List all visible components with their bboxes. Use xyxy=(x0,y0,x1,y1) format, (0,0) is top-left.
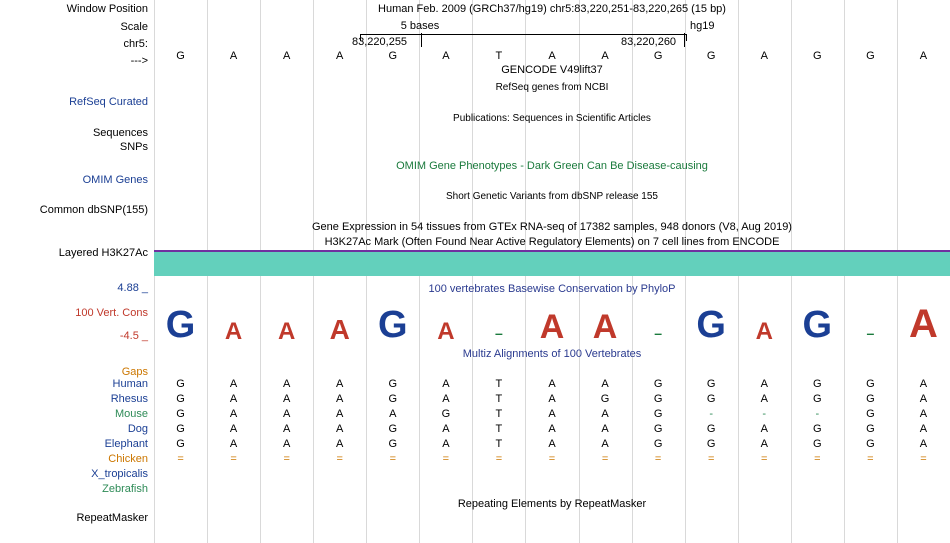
phylop-base-letter: G xyxy=(165,304,196,346)
alignment-row xyxy=(154,468,950,482)
alignment-base: G xyxy=(866,393,875,405)
ruler-base: G xyxy=(388,50,398,62)
alignment-base: A xyxy=(601,423,609,435)
alignment-base: A xyxy=(282,393,291,405)
phylop-base-letter: A xyxy=(277,318,296,345)
alignment-base: G xyxy=(176,408,185,420)
alignment-base: T xyxy=(495,393,503,405)
ruler-base: A xyxy=(760,50,768,62)
assembly-position-line: Human Feb. 2009 (GRCh37/hg19) chr5:83,220,251-83,220,265 (15 bp) xyxy=(378,3,726,15)
phylop-base-letter: A xyxy=(539,308,565,346)
alignment-base: A xyxy=(601,438,609,450)
alignment-base: G xyxy=(600,393,610,405)
phylop-base-letter: – xyxy=(495,325,503,341)
alignment-base: A xyxy=(760,423,768,435)
ruler-base: A xyxy=(548,50,556,62)
alignment-base: = xyxy=(389,453,397,465)
alignment-base: G xyxy=(653,378,663,390)
alignment-base: A xyxy=(548,438,556,450)
species-label-rhesus[interactable]: Rhesus xyxy=(110,393,148,405)
alignment-base: G xyxy=(706,378,716,390)
ruler-base: A xyxy=(919,50,928,62)
alignment-base: = xyxy=(442,453,450,465)
species-label-mouse[interactable]: Mouse xyxy=(114,408,148,420)
alignment-base: = xyxy=(814,453,821,465)
ruler-base: G xyxy=(866,50,875,62)
alignment-base: A xyxy=(229,393,238,405)
alignment-base: T xyxy=(495,378,503,390)
conservation-letters xyxy=(154,296,950,346)
alignment-base: A xyxy=(919,423,928,435)
alignment-base: G xyxy=(388,438,398,450)
alignment-base: A xyxy=(336,378,344,390)
coord-tick-left xyxy=(421,33,422,47)
alignment-base: = xyxy=(867,453,874,465)
phylop-title: 100 vertebrates Basewise Conservation by PhyloP xyxy=(428,283,676,295)
alignment-base: = xyxy=(283,453,290,465)
alignment-row xyxy=(154,393,950,407)
alignment-row xyxy=(154,453,950,467)
alignment-base: = xyxy=(707,453,715,465)
phylop-base-letter: – xyxy=(654,325,663,341)
alignment-base: A xyxy=(760,378,768,390)
species-label-zebrafish[interactable]: Zebrafish xyxy=(102,483,148,495)
alignment-base: = xyxy=(548,453,556,465)
phylop-base-letter: A xyxy=(329,314,350,345)
gtex-title: Gene Expression in 54 tissues from GTEx RNA-seq of 17382 samples, 948 donors (V8, Aug 2019) xyxy=(312,221,792,233)
alignment-base: G xyxy=(813,393,822,405)
alignment-base: A xyxy=(548,408,556,420)
alignment-base: A xyxy=(389,408,397,420)
species-label-chicken[interactable]: Chicken xyxy=(108,453,148,465)
label-scale: Scale xyxy=(120,21,148,33)
alignment-base: = xyxy=(177,453,184,465)
alignment-base: G xyxy=(176,393,185,405)
assembly-name: hg19 xyxy=(690,20,715,32)
alignment-base: G xyxy=(176,378,185,390)
alignment-base: A xyxy=(760,393,768,405)
alignment-base: A xyxy=(229,408,238,420)
alignment-base: G xyxy=(388,423,398,435)
alignment-base: A xyxy=(229,438,238,450)
label-chr: chr5: xyxy=(123,38,148,50)
alignment-base: G xyxy=(388,378,398,390)
phylop-base-letter: A xyxy=(755,318,773,345)
label-gaps[interactable]: Gaps xyxy=(121,366,148,378)
alignment-base: A xyxy=(548,393,556,405)
alignment-base: T xyxy=(495,423,503,435)
coord-right: 83,220,260 xyxy=(621,36,677,48)
alignment-base: A xyxy=(336,393,344,405)
alignment-row xyxy=(154,483,950,497)
label-window-position: Window Position xyxy=(66,3,148,15)
label-omim-genes[interactable]: OMIM Genes xyxy=(82,174,148,186)
alignment-base: A xyxy=(601,378,609,390)
label-repeatmasker[interactable]: RepeatMasker xyxy=(76,512,148,524)
alignment-base: A xyxy=(601,408,609,420)
alignment-base: A xyxy=(919,408,928,420)
alignment-base: = xyxy=(230,453,237,465)
h3k27ac-signal-block[interactable] xyxy=(154,252,950,276)
alignment-base: = xyxy=(495,453,503,465)
alignment-base: T xyxy=(495,408,503,420)
alignment-base: = xyxy=(920,453,927,465)
scale-bar-label: 5 bases xyxy=(400,20,440,32)
alignment-base: A xyxy=(548,423,556,435)
alignment-base: A xyxy=(919,393,928,405)
phylop-base-letter: G xyxy=(802,304,833,346)
phylop-base-letter: A xyxy=(592,308,618,346)
alignment-row xyxy=(154,423,950,437)
alignment-base: G xyxy=(388,393,398,405)
alignment-base: A xyxy=(336,408,344,420)
alignment-base: A xyxy=(442,378,450,390)
phylop-base-letter: G xyxy=(378,304,408,346)
alignment-base: A xyxy=(548,378,556,390)
alignment-base: G xyxy=(653,393,663,405)
label-cons-min: -4.5 _ xyxy=(119,330,148,342)
ruler-base: A xyxy=(601,50,609,62)
alignment-base: A xyxy=(282,408,291,420)
alignment-base: A xyxy=(442,423,450,435)
species-label-elephant[interactable]: Elephant xyxy=(104,438,148,450)
coord-left: 83,220,255 xyxy=(352,36,408,48)
alignment-base: = xyxy=(761,453,768,465)
alignment-base: A xyxy=(229,423,238,435)
alignment-base: A xyxy=(282,378,291,390)
gencode-subtitle: RefSeq genes from NCBI xyxy=(495,82,609,93)
alignment-base: G xyxy=(706,423,716,435)
alignment-base: = xyxy=(336,453,343,465)
ruler-base: A xyxy=(229,50,238,62)
alignment-base: G xyxy=(653,438,663,450)
alignment-row xyxy=(154,438,950,452)
alignment-base: A xyxy=(282,423,291,435)
species-label-human[interactable]: Human xyxy=(112,378,148,390)
alignment-base: A xyxy=(919,378,928,390)
label-sequences[interactable]: Sequences xyxy=(92,127,148,139)
alignment-base: G xyxy=(866,378,875,390)
omim-title: OMIM Gene Phenotypes - Dark Green Can Be Disease-causing xyxy=(396,160,708,172)
label-cons-max: 4.88 _ xyxy=(117,282,148,294)
ruler-base: A xyxy=(442,50,450,62)
phylop-base-letter: G xyxy=(696,304,726,346)
alignment-base: A xyxy=(282,438,291,450)
alignment-row xyxy=(154,378,950,392)
alignment-base: G xyxy=(866,408,875,420)
alignment-base: A xyxy=(442,393,450,405)
label-common-dbsnp[interactable]: Common dbSNP(155) xyxy=(39,204,148,216)
ruler-base: T xyxy=(495,50,503,62)
alignment-base: A xyxy=(760,438,768,450)
alignment-base: G xyxy=(866,438,875,450)
ruler-base: A xyxy=(282,50,291,62)
dbsnp-title: Short Genetic Variants from dbSNP release 155 xyxy=(446,191,658,202)
alignment-base: - xyxy=(815,408,820,420)
label-refseq-curated[interactable]: RefSeq Curated xyxy=(69,96,148,108)
alignment-base: G xyxy=(813,423,822,435)
label-arrow: ---> xyxy=(130,55,148,67)
alignment-base: G xyxy=(813,438,822,450)
alignment-base: = xyxy=(654,453,662,465)
alignment-base: A xyxy=(919,438,928,450)
alignment-base: - xyxy=(762,408,767,420)
alignment-base: G xyxy=(441,408,451,420)
alignment-base: G xyxy=(706,438,716,450)
alignment-base: A xyxy=(229,378,238,390)
alignment-base: G xyxy=(653,408,663,420)
ruler-base: G xyxy=(653,50,663,62)
alignment-base: G xyxy=(176,438,185,450)
alignment-base: = xyxy=(601,453,609,465)
alignment-base: G xyxy=(706,393,716,405)
ruler-base: G xyxy=(706,50,716,62)
species-label-dog[interactable]: Dog xyxy=(127,423,148,435)
alignment-base: - xyxy=(709,408,714,420)
label-layered-h3k27ac[interactable]: Layered H3K27Ac xyxy=(58,247,148,259)
label-vert-cons[interactable]: 100 Vert. Cons xyxy=(75,307,148,319)
coord-tick-right xyxy=(684,33,685,47)
label-snps[interactable]: SNPs xyxy=(119,141,148,153)
ruler-base: G xyxy=(176,50,185,62)
alignment-base: G xyxy=(866,423,875,435)
alignment-base: G xyxy=(176,423,185,435)
alignment-base: A xyxy=(336,438,344,450)
alignment-row xyxy=(154,408,950,422)
alignment-base: G xyxy=(813,378,822,390)
alignment-base: A xyxy=(336,423,344,435)
species-label-x_tropicalis[interactable]: X_tropicalis xyxy=(91,468,148,480)
phylop-base-letter: – xyxy=(866,325,875,341)
alignment-base: A xyxy=(442,438,450,450)
ruler-base: A xyxy=(336,50,344,62)
gencode-title: GENCODE V49lift37 xyxy=(501,64,603,76)
phylop-base-letter: A xyxy=(224,318,243,345)
repeatmasker-title: Repeating Elements by RepeatMasker xyxy=(457,498,647,510)
ruler-base-row xyxy=(154,50,950,64)
alignment-base: G xyxy=(653,423,663,435)
h3k27ac-title: H3K27Ac Mark (Often Found Near Active Regulatory Elements) on 7 cell lines from ENCODE xyxy=(324,236,780,248)
ruler-base: G xyxy=(813,50,822,62)
alignment-base: T xyxy=(495,438,503,450)
publications-title: Publications: Sequences in Scientific Articles xyxy=(453,113,651,124)
phylop-base-letter: A xyxy=(909,302,938,346)
phylop-base-letter: A xyxy=(437,318,455,345)
multiz-title: Multiz Alignments of 100 Vertebrates xyxy=(462,348,642,360)
